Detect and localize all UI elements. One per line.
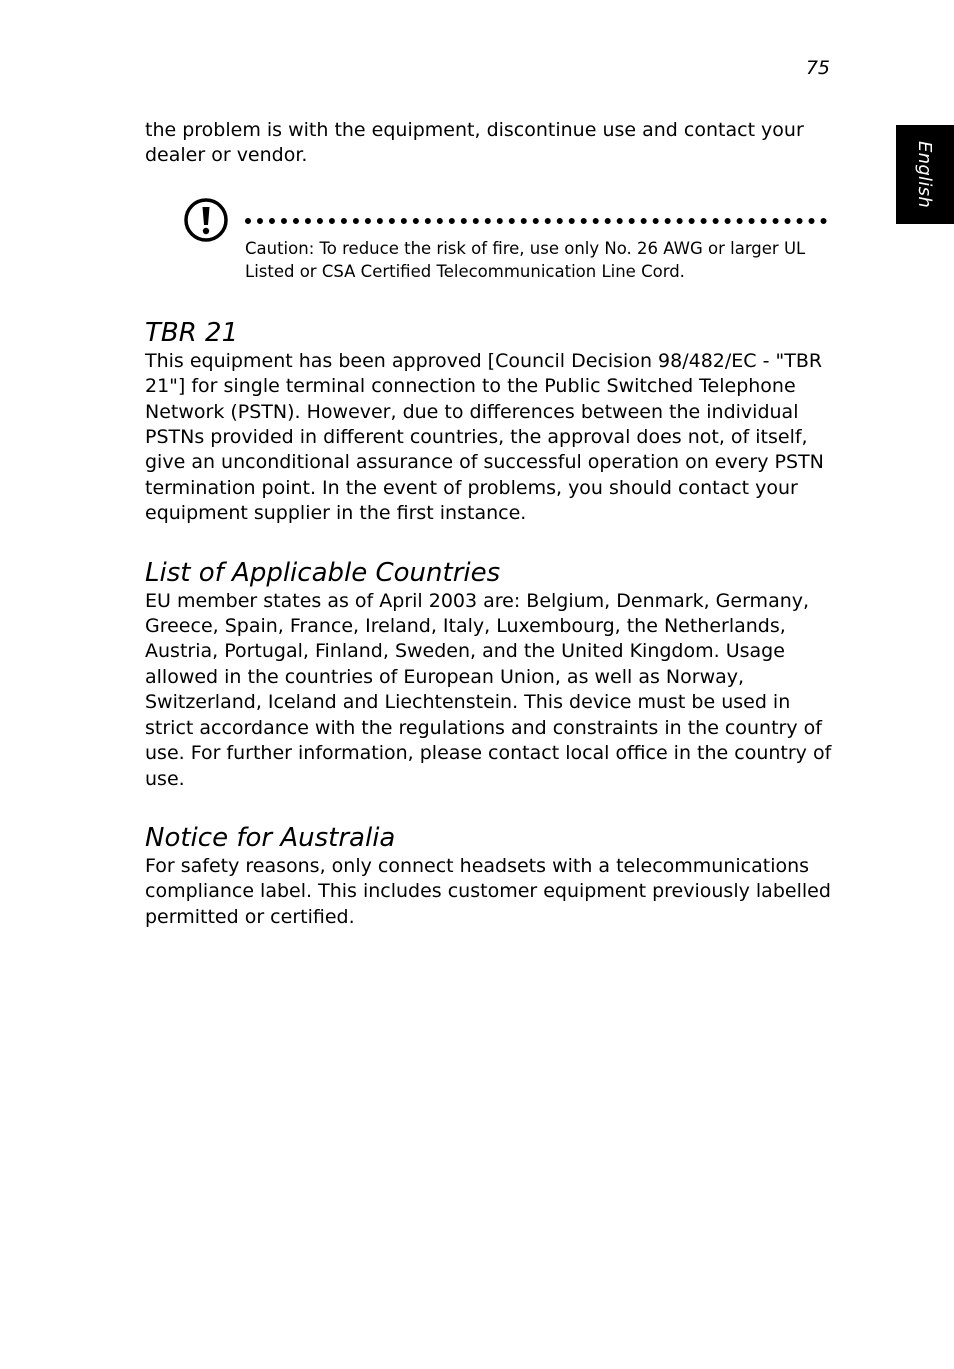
caution-text xyxy=(245,237,835,284)
language-tab-label: English xyxy=(914,140,936,209)
section-heading-australia: Notice for Australia xyxy=(145,822,396,853)
caution-label: Caution: xyxy=(245,238,315,258)
exclamation-circle-icon xyxy=(183,197,229,243)
intro-paragraph: the problem is with the equipment, discontinue use and contact your dealer or vendor. xyxy=(145,119,804,167)
caution-notice xyxy=(145,197,833,283)
caution-body: To reduce the risk of fire, use only No. 26 AWG or larger UL Listed or CSA Certified Telecommunication Line Cord. xyxy=(245,238,806,282)
section-heading-countries: List of Applicable Countries xyxy=(145,557,501,588)
caution-divider xyxy=(245,218,827,224)
section-heading-tbr21: TBR 21 xyxy=(145,317,239,348)
section-body-australia: For safety reasons, only connect headsets with a telecommunications compliance label. This includes customer equipment previously labelled permitted or certified. xyxy=(145,854,831,928)
language-tab xyxy=(896,125,954,224)
page-number: 75 xyxy=(805,57,830,79)
section-body-countries: EU member states as of April 2003 are: Belgium, Denmark, Germany, Greece, Spain, France, Ireland, Italy, Luxembourg, the Netherlands, Austria, Portugal, Finland, Sweden, and the United Kingdom. Usage allowed in the countries of European Union, as well as Norway, Switzerland, Iceland and Liechtenstein. This device must be used in strict accordance with the regulations and constraints in the country of use. For further information, please contact local office in the country of use. xyxy=(145,589,832,790)
section-body-tbr21: This equipment has been approved [Council Decision 98/482/EC - "TBR 21"] for single terminal connection to the Public Switched Telephone Network (PSTN). However, due to differences between the individual PSTNs provided in different countries, the approval does not, of itself, give an unconditional assurance of successful operation on every PSTN termination point. In the event of problems, you should contact your equipment supplier in the first instance. xyxy=(145,349,824,525)
page-content xyxy=(145,118,833,930)
